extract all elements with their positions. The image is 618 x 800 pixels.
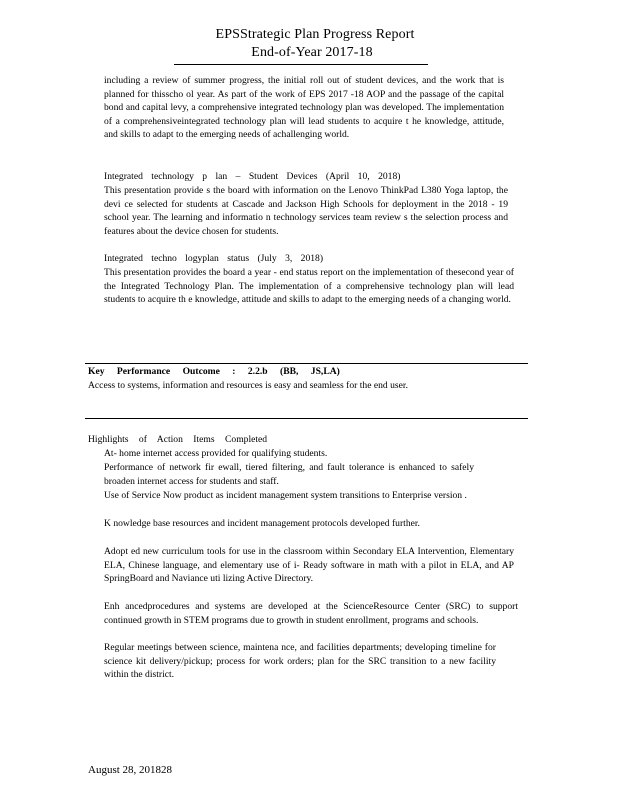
bullet-icon [82,602,90,612]
footer-date: August 28, 201828 [88,764,173,776]
presentation-title: Integrated technology p lan – Student Devices (April 10, 2018) [104,171,401,182]
bullet-icon [88,254,96,264]
kpo-text: Access to systems, information and resources is easy and seamless for the end user. [88,380,408,391]
highlight-item: Use of Service Now product as incident management system transitions to Enterprise version . [104,490,467,501]
highlight-item: At- home internet access provided for qualifying students. [104,448,328,459]
bullet-icon [88,491,96,501]
highlight-item: Enh ancedprocedures and systems are developed at the ScienceResource Center (SRC) to support continued growth in STEM programs due to growth in student enrollment, programs and schools. [104,601,518,626]
presentation-title: Integrated techno logyplan status (July 3, 2018) [104,253,324,264]
bullet-icon [88,547,96,557]
intro-paragraph: including a review of summer progress, the initial roll out of student devices, and the work that is planned for thisscho ol year. As part of the work of EPS 2017 -18 AOP and the passage of the capital bond and capital levy, a comprehensive integrated technology plan was developed. The implementation of a comprehensiveintegrated technology plan will lead students to acquire t he knowledge, attitude, and skills to adapt to the emerging needs of achallenging world. [104,75,504,140]
title-line-2: End-of-Year 2017-18 [251,45,373,60]
bullet-icon [88,463,96,473]
highlight-item: K nowledge base resources and incident management protocols developed further. [104,518,420,529]
kpo-top-rule [85,363,528,364]
highlight-item: Performance of network fir ewall, tiered filtering, and fault tolerance is enhanced to safely broaden internet access for students and staff. [104,462,474,487]
bullet-icon [88,519,96,529]
presentation-description: This presentation provides the board a year - end status report on the implementation of thesecond year of the Integrated Technology Plan. The implementation of a comprehensive technology plan will lead students to acquire th e knowledge, attitude and skills to adapt to the emerging needs of a changing world. [104,267,514,305]
title-line-1: EPSStrategic Plan Progress Report [215,27,415,42]
kpo-bottom-rule [85,418,528,419]
kpo-heading: Key Performance Outcome : 2.2.b (BB, JS,LA) [88,366,340,377]
presentation-description: This presentation provide s the board with information on the Lenovo ThinkPad L380 Yoga laptop, the devi ce selected for students at Cascade and Jackson High Schools for deployment in the 2018 - 19 school year. The learning and informatio n technology services team review s the selection process and features about the device chosen for students. [104,185,508,237]
title-underline [174,64,428,65]
highlights-heading: Highlights of Action Items Completed [88,434,268,445]
bullet-icon [88,172,96,182]
report-title [0,26,618,62]
bullet-icon [82,643,90,653]
bullet-icon [88,449,96,459]
highlight-item: Adopt ed new curriculum tools for use in the classroom within Secondary ELA Intervention, Elementary ELA, Chinese language, and elementary use of i- Ready software in math with a pilot in ELA, and AP SpringBoard and Naviance uti lizing Active Directory. [104,546,514,584]
highlight-item: Regular meetings between science, maintena nce, and facilities departments; developing timeline for science kit delivery/pickup; process for work orders; plan for the SRC transition to a new facility within the district. [104,642,496,680]
